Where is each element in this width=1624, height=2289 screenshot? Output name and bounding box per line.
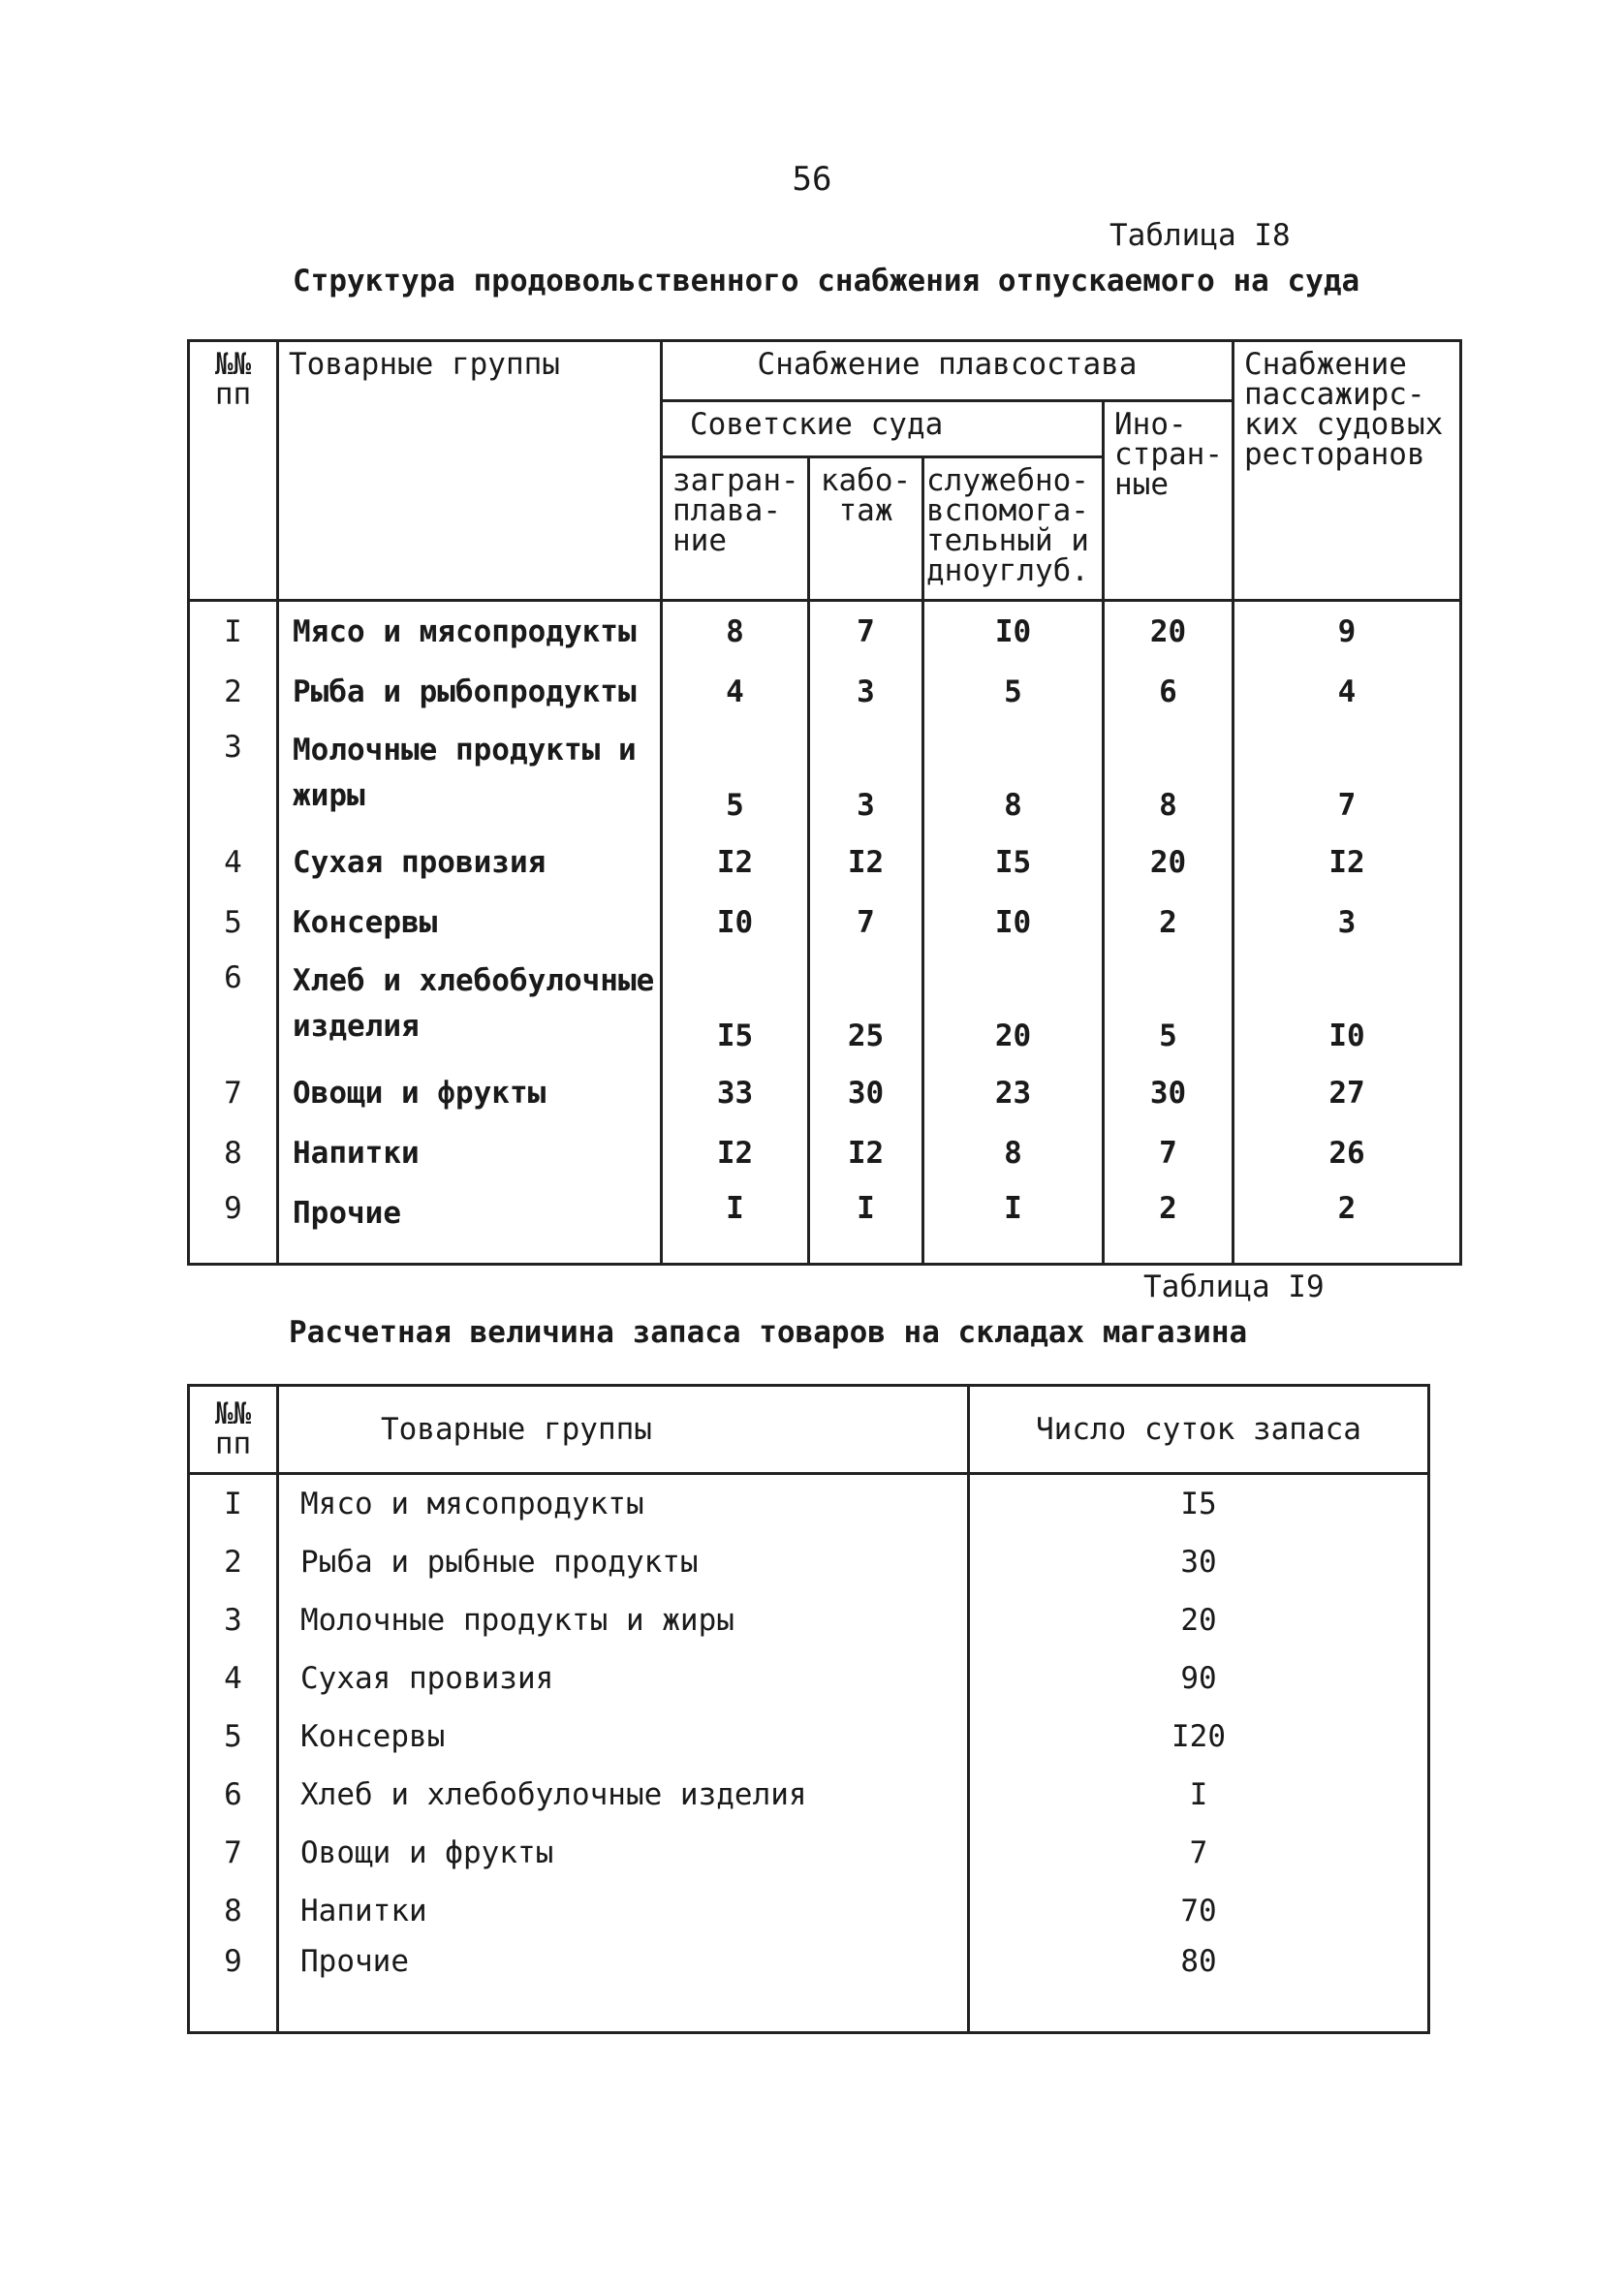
table-row: [189, 1708, 1429, 1766]
row-num: I: [189, 1474, 278, 1534]
row-service: I0: [923, 601, 1104, 663]
row-abroad: 33: [662, 1063, 809, 1123]
row-abroad: I5: [662, 953, 809, 1063]
row-cabotage: I2: [809, 1123, 923, 1183]
row-restaurants: 26: [1234, 1123, 1461, 1183]
row-name: Сухая провизия: [278, 1649, 969, 1708]
table19: [187, 1384, 1430, 2034]
row-restaurants: I0: [1234, 953, 1461, 1063]
t18-header-soviet: Советские суда: [662, 401, 1104, 457]
row-num: 4: [189, 832, 278, 893]
row-abroad: I2: [662, 832, 809, 893]
row-num: 9: [189, 1940, 278, 2033]
row-name: Молочные продукты и жиры: [278, 1591, 969, 1649]
row-num: 3: [189, 1591, 278, 1649]
row-abroad: I2: [662, 1123, 809, 1183]
row-days: 80: [969, 1940, 1429, 2033]
row-service: 8: [923, 722, 1104, 832]
row-name: Мясо и мясопродукты: [278, 601, 662, 663]
row-days: 7: [969, 1824, 1429, 1882]
t19-header-group: Товарные группы: [278, 1386, 969, 1474]
row-name: Хлеб и хлебобулочные изделия: [278, 1766, 969, 1824]
row-name: Консервы: [278, 1708, 969, 1766]
table-row: [189, 953, 1461, 1063]
row-foreign: 7: [1104, 1123, 1234, 1183]
table-row: [189, 1766, 1429, 1824]
row-service: 23: [923, 1063, 1104, 1123]
row-name: Прочие: [278, 1940, 969, 2033]
table-row: [189, 1882, 1429, 1940]
row-service: I0: [923, 893, 1104, 953]
row-abroad: 5: [662, 722, 809, 832]
row-name: Овощи и фрукты: [278, 1063, 662, 1123]
row-name: Рыба и рыбопродукты: [278, 662, 662, 722]
row-name: Напитки: [278, 1882, 969, 1940]
table-row: [189, 1533, 1429, 1591]
row-restaurants: 3: [1234, 893, 1461, 953]
row-service: 8: [923, 1123, 1104, 1183]
t18-header-supply-fleet: Снабжение плавсостава: [662, 341, 1234, 401]
row-cabotage: 25: [809, 953, 923, 1063]
table18: [187, 339, 1462, 1266]
table-row: [189, 1183, 1461, 1265]
row-num: 9: [189, 1183, 278, 1265]
row-foreign: 2: [1104, 893, 1234, 953]
row-name: Прочие: [278, 1183, 662, 1265]
row-num: 7: [189, 1824, 278, 1882]
row-cabotage: 7: [809, 601, 923, 663]
t18-header-cabotage: кабо- таж: [809, 457, 923, 601]
row-num: 4: [189, 1649, 278, 1708]
row-abroad: I: [662, 1183, 809, 1265]
row-name: Хлеб и хлебобулочные изделия: [278, 953, 662, 1063]
row-name: Консервы: [278, 893, 662, 953]
row-service: 5: [923, 662, 1104, 722]
row-restaurants: 4: [1234, 662, 1461, 722]
row-restaurants: 2: [1234, 1183, 1461, 1265]
row-cabotage: 7: [809, 893, 923, 953]
row-name: Рыба и рыбные продукты: [278, 1533, 969, 1591]
row-foreign: 8: [1104, 722, 1234, 832]
t18-header-foreign: Ино- стран- ные: [1104, 401, 1234, 601]
row-num: I: [189, 601, 278, 663]
t18-header-group: Товарные группы: [278, 341, 662, 601]
table-row: [189, 1940, 1429, 2033]
row-name: Сухая провизия: [278, 832, 662, 893]
row-foreign: 20: [1104, 601, 1234, 663]
row-foreign: 5: [1104, 953, 1234, 1063]
row-cabotage: I2: [809, 832, 923, 893]
row-num: 7: [189, 1063, 278, 1123]
table19-caption: Таблица I9: [1143, 1270, 1325, 1304]
table-row: [189, 601, 1461, 663]
table-row: [189, 1123, 1461, 1183]
row-num: 3: [189, 722, 278, 832]
table-row: [189, 893, 1461, 953]
row-service: 20: [923, 953, 1104, 1063]
row-num: 2: [189, 1533, 278, 1591]
row-restaurants: I2: [1234, 832, 1461, 893]
row-days: 70: [969, 1882, 1429, 1940]
row-name: Мясо и мясопродукты: [278, 1474, 969, 1534]
row-num: 5: [189, 1708, 278, 1766]
row-num: 5: [189, 893, 278, 953]
t18-header-num: №№ пп: [189, 341, 278, 601]
row-restaurants: 9: [1234, 601, 1461, 663]
table-row: [189, 1824, 1429, 1882]
row-abroad: I0: [662, 893, 809, 953]
table18-caption: Таблица I8: [1109, 218, 1291, 253]
row-abroad: 8: [662, 601, 809, 663]
t18-header-service: служебно- вспомога- тельный и дноуглуб.: [923, 457, 1104, 601]
row-foreign: 20: [1104, 832, 1234, 893]
row-restaurants: 27: [1234, 1063, 1461, 1123]
row-days: 90: [969, 1649, 1429, 1708]
row-name: Молочные продукты и жиры: [278, 722, 662, 832]
row-cabotage: 3: [809, 662, 923, 722]
row-num: 6: [189, 953, 278, 1063]
row-service: I5: [923, 832, 1104, 893]
row-name: Напитки: [278, 1123, 662, 1183]
row-cabotage: I: [809, 1183, 923, 1265]
table-row: [189, 1474, 1429, 1534]
row-name: Овощи и фрукты: [278, 1824, 969, 1882]
row-days: 30: [969, 1533, 1429, 1591]
table-row: [189, 832, 1461, 893]
row-foreign: 2: [1104, 1183, 1234, 1265]
table-row: [189, 1591, 1429, 1649]
row-foreign: 30: [1104, 1063, 1234, 1123]
row-days: I20: [969, 1708, 1429, 1766]
row-abroad: 4: [662, 662, 809, 722]
page-number: 56: [792, 160, 832, 199]
row-days: I: [969, 1766, 1429, 1824]
row-num: 8: [189, 1882, 278, 1940]
row-cabotage: 30: [809, 1063, 923, 1123]
row-num: 8: [189, 1123, 278, 1183]
table-row: [189, 1649, 1429, 1708]
t19-header-num: №№ пп: [189, 1386, 278, 1474]
table19-title: Расчетная величина запаса товаров на складах магазина: [289, 1315, 1248, 1350]
t18-header-restaurants: Снабжение пассажирс- ких судовых ресторанов: [1234, 341, 1461, 601]
table-row: [189, 1063, 1461, 1123]
table-row: [189, 722, 1461, 832]
table18-title: Структура продовольственного снабжения отпускаемого на суда: [293, 264, 1360, 298]
table-row: [189, 662, 1461, 722]
t19-header-days: Число суток запаса: [969, 1386, 1429, 1474]
row-restaurants: 7: [1234, 722, 1461, 832]
row-num: 6: [189, 1766, 278, 1824]
t18-header-abroad: загран- плава- ние: [662, 457, 809, 601]
row-num: 2: [189, 662, 278, 722]
row-days: I5: [969, 1474, 1429, 1534]
row-cabotage: 3: [809, 722, 923, 832]
row-service: I: [923, 1183, 1104, 1265]
row-foreign: 6: [1104, 662, 1234, 722]
row-days: 20: [969, 1591, 1429, 1649]
